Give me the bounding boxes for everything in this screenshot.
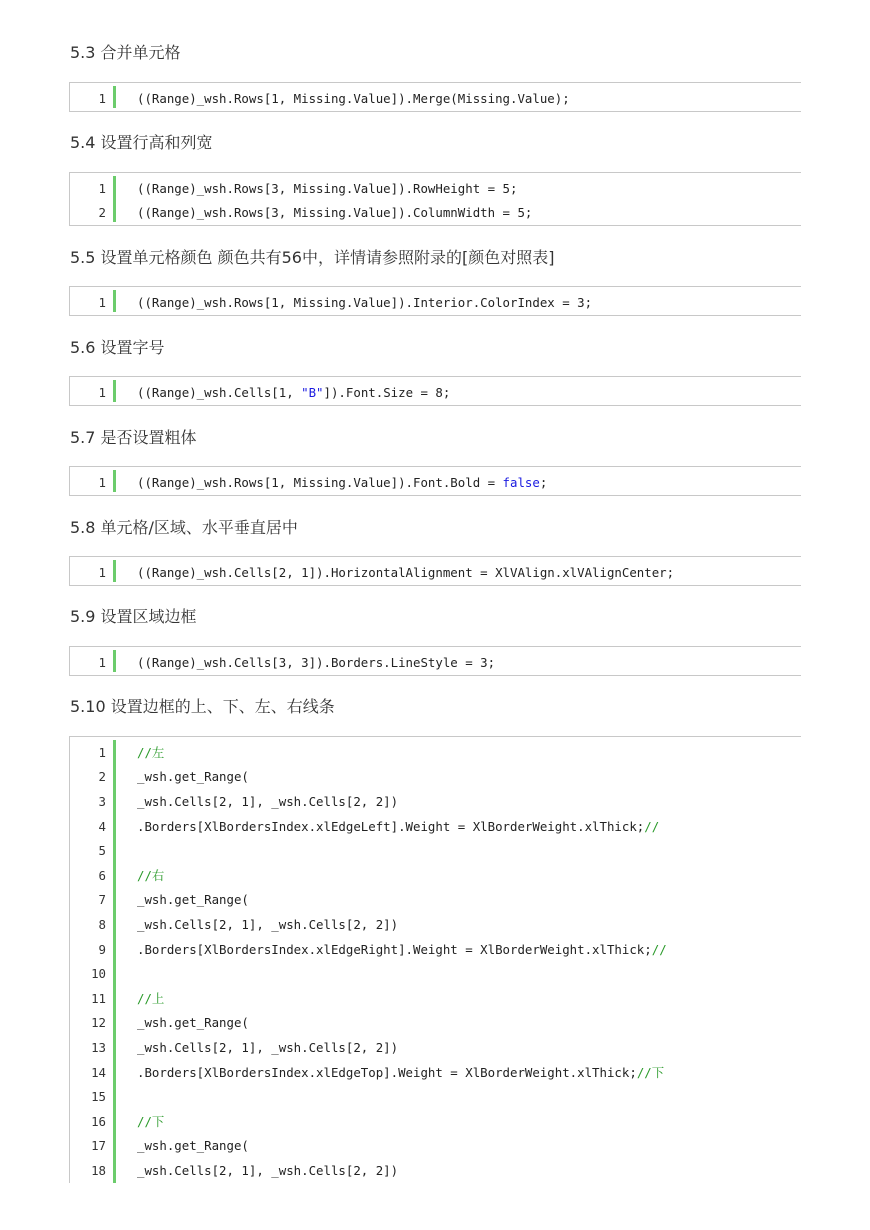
line-number: 1 — [98, 474, 106, 490]
code-block-5-4 — [69, 172, 801, 226]
line-number: 6 — [98, 867, 106, 883]
code-segment: ((Range)_wsh.Cells[1, — [137, 384, 302, 400]
code-segment: .Borders[XlBordersIndex.xlEdgeRight].Weight = XlBorderWeight.xlThick; — [137, 941, 652, 957]
code-segment: _wsh.get_Range( — [137, 1015, 249, 1031]
line-number: 1 — [98, 294, 106, 310]
code-segment: _wsh.Cells[2, 1], _wsh.Cells[2, 2]) — [137, 793, 399, 809]
code-block-5-10 — [69, 736, 801, 1183]
code-line — [70, 1109, 801, 1134]
code-text — [137, 743, 164, 761]
line-number: 9 — [98, 941, 106, 957]
code-line — [70, 912, 801, 937]
code-line — [70, 176, 801, 201]
code-text: ((Range)_wsh.Cells[3, 3]).Borders.LineStyle = 3; — [137, 654, 496, 670]
line-number: 1 — [98, 744, 106, 760]
code-line — [70, 290, 801, 315]
code-block-5-6 — [69, 376, 801, 406]
code-segment: _wsh.get_Range( — [137, 1138, 249, 1154]
code-segment: ((Range)_wsh.Rows[1, Missing.Value]).Font.Bold = — [137, 474, 503, 490]
code-line — [70, 961, 801, 986]
code-comment: //上 — [137, 991, 165, 1007]
code-line — [70, 1035, 801, 1060]
code-text: ((Range)_wsh.Rows[3, Missing.Value]).RowHeight = 5; — [137, 180, 518, 196]
line-number: 3 — [98, 793, 106, 809]
code-line — [70, 650, 801, 675]
code-text — [137, 819, 659, 834]
line-number: 7 — [98, 892, 106, 908]
code-comment: //右 — [137, 868, 165, 884]
code-segment: _wsh.Cells[2, 1], _wsh.Cells[2, 2]) — [137, 916, 399, 932]
section-heading-5-5: 5.5 设置单元格颜色 颜色共有56中，详情请参照附录的[颜色对照表] — [70, 248, 555, 267]
code-comment: //左 — [137, 745, 165, 761]
code-segment: _wsh.Cells[2, 1], _wsh.Cells[2, 2]) — [137, 1162, 399, 1178]
code-line — [70, 86, 801, 111]
code-text — [137, 989, 164, 1007]
code-block-5-5 — [69, 286, 801, 316]
code-segment: ]).Font.Size = 8; — [323, 384, 451, 400]
code-line — [70, 740, 801, 765]
line-number: 15 — [91, 1089, 106, 1105]
line-number: 1 — [98, 90, 106, 106]
line-number: 11 — [91, 990, 106, 1006]
section-heading-5-8: 5.8 单元格/区域、水平垂直居中 — [70, 518, 298, 537]
line-number: 12 — [91, 1015, 106, 1031]
line-number: 2 — [98, 769, 106, 785]
code-comment: // — [651, 941, 667, 957]
code-line — [70, 789, 801, 814]
code-line — [70, 1060, 801, 1085]
code-line — [70, 1084, 801, 1109]
line-number: 1 — [98, 564, 106, 580]
code-line — [70, 838, 801, 863]
code-text — [137, 769, 249, 784]
section-heading-5-10: 5.10 设置边框的上、下、左、右线条 — [70, 697, 335, 716]
code-line — [70, 937, 801, 962]
line-number: 18 — [91, 1162, 106, 1178]
string-literal: "B" — [301, 384, 324, 400]
section-heading-5-3: 5.3 合并单元格 — [70, 43, 181, 62]
code-text — [137, 866, 164, 884]
line-number: 1 — [98, 654, 106, 670]
line-number: 16 — [91, 1113, 106, 1129]
code-segment: _wsh.get_Range( — [137, 769, 249, 785]
code-segment: ; — [539, 474, 548, 490]
keyword: false — [502, 474, 540, 490]
line-number: 17 — [91, 1138, 106, 1154]
code-segment: _wsh.Cells[2, 1], _wsh.Cells[2, 2]) — [137, 1039, 399, 1055]
section-heading-5-9: 5.9 设置区域边框 — [70, 607, 197, 626]
section-heading-5-4: 5.4 设置行高和列宽 — [70, 133, 213, 152]
code-line — [70, 1158, 801, 1183]
code-text: ((Range)_wsh.Rows[1, Missing.Value]).Merge(Missing.Value); — [137, 90, 570, 106]
code-line — [70, 201, 801, 226]
code-segment: .Borders[XlBordersIndex.xlEdgeLeft].Weight = XlBorderWeight.xlThick; — [137, 818, 645, 834]
line-number: 1 — [98, 180, 106, 196]
line-number: 2 — [98, 205, 106, 221]
code-text: ((Range)_wsh.Rows[1, Missing.Value]).Interior.ColorIndex = 3; — [137, 294, 593, 310]
code-text — [137, 385, 450, 400]
code-text — [137, 892, 249, 907]
code-line — [70, 863, 801, 888]
code-block-5-7 — [69, 466, 801, 496]
code-text — [137, 917, 398, 932]
code-line — [70, 765, 801, 790]
code-text — [137, 942, 667, 957]
line-number: 5 — [98, 843, 106, 859]
code-text — [137, 1063, 664, 1081]
line-number: 13 — [91, 1039, 106, 1055]
code-line — [70, 986, 801, 1011]
line-number: 8 — [98, 916, 106, 932]
code-segment: _wsh.get_Range( — [137, 892, 249, 908]
code-text — [137, 1138, 249, 1153]
code-line — [70, 560, 801, 585]
code-line — [70, 814, 801, 839]
line-number: 10 — [91, 966, 106, 982]
code-comment: //下 — [636, 1065, 665, 1081]
code-line — [70, 1011, 801, 1036]
code-line — [70, 1134, 801, 1159]
line-number: 4 — [98, 818, 106, 834]
line-number: 1 — [98, 384, 106, 400]
line-number: 14 — [91, 1064, 106, 1080]
code-text — [137, 475, 547, 490]
section-heading-5-6: 5.6 设置字号 — [70, 338, 165, 357]
code-line — [70, 380, 801, 405]
code-block-5-3 — [69, 82, 801, 112]
code-line — [70, 888, 801, 913]
code-text — [137, 1015, 249, 1030]
code-text — [137, 794, 398, 809]
code-text — [137, 1040, 398, 1055]
code-block-5-9 — [69, 646, 801, 676]
code-text — [137, 1163, 398, 1178]
code-comment: // — [644, 818, 660, 834]
code-block-5-8 — [69, 556, 801, 586]
section-heading-5-7: 5.7 是否设置粗体 — [70, 428, 197, 447]
code-text: ((Range)_wsh.Rows[3, Missing.Value]).ColumnWidth = 5; — [137, 205, 533, 221]
code-text: ((Range)_wsh.Cells[2, 1]).HorizontalAlignment = XlVAlign.xlVAlignCenter; — [137, 564, 675, 580]
code-segment: .Borders[XlBordersIndex.xlEdgeTop].Weight = XlBorderWeight.xlThick; — [137, 1065, 637, 1081]
code-line — [70, 470, 801, 495]
code-text — [137, 1112, 164, 1130]
code-comment: //下 — [137, 1114, 165, 1130]
